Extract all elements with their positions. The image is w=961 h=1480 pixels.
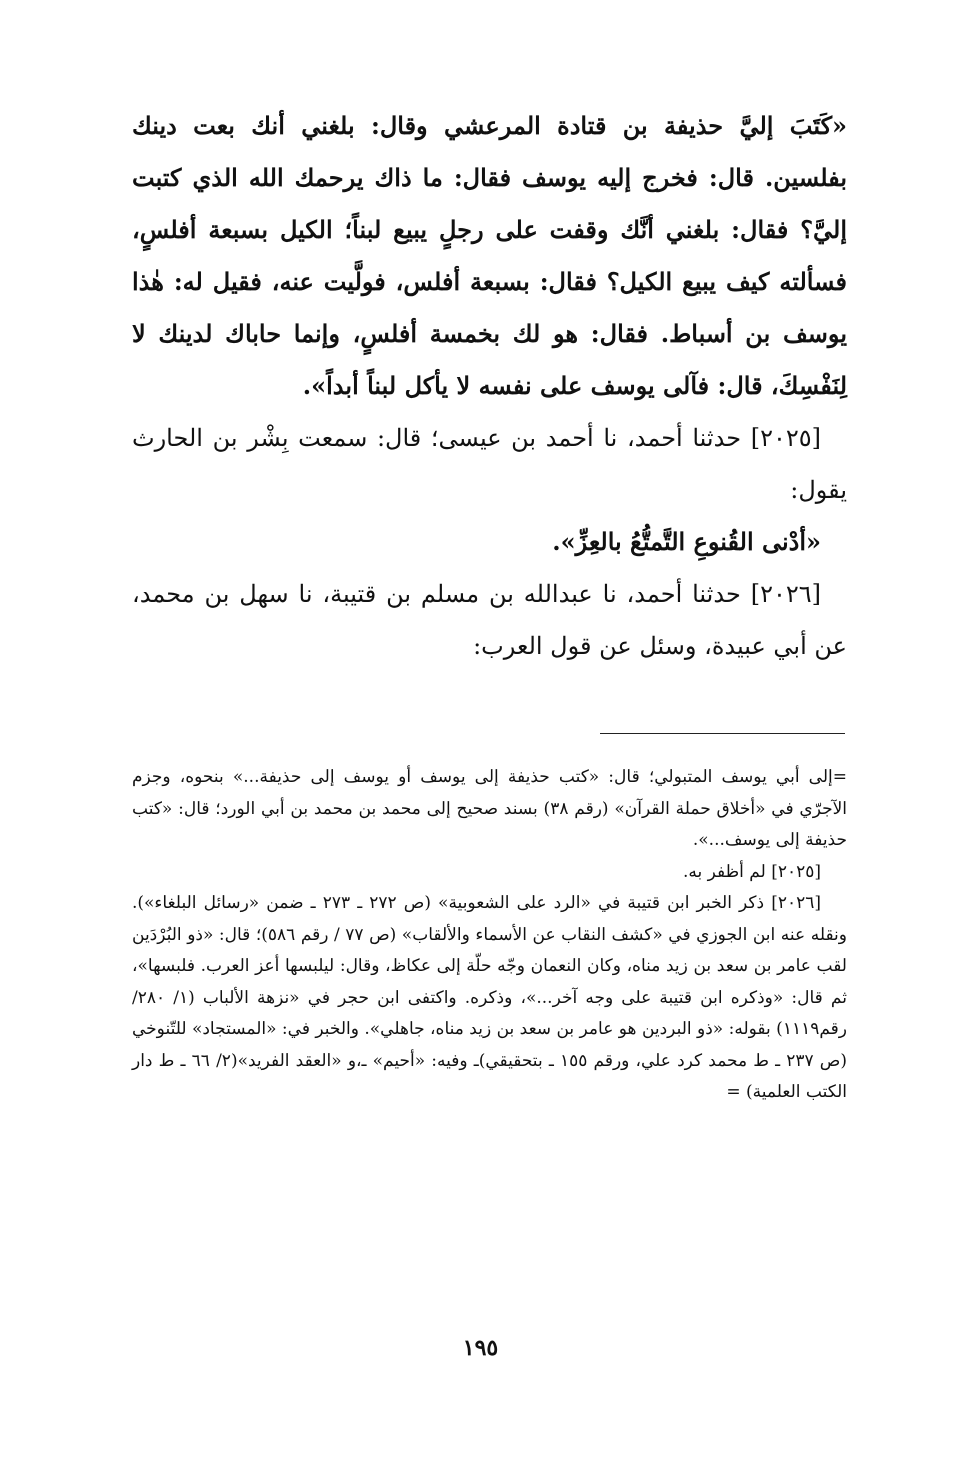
entry-2025-text: حدثنا أحمد، نا أحمد بن عيسى؛ قال: سمعت بِشْر بن الحارث يقول:: [132, 424, 847, 504]
main-text: [132, 100, 847, 672]
footnote-2025-number: [٢٠٢٥]: [771, 861, 821, 882]
entry-2025: [132, 412, 847, 516]
entry-2026-number: [٢٠٢٦]: [750, 580, 821, 608]
footnote-continued: =إلى أبي يوسف المتبولي؛ قال: «كتب حذيفة إلى يوسف أو يوسف إلى حذيفة...» بنحوه، وجزم الآجرّي في «أخلاق حملة القرآن» (رقم ٣٨) بسند صحيح إلى محمد بن محمد بن أبي الورد؛ قال: «كتب حذيفة إلى يوسف...».: [132, 767, 848, 850]
page-number: ١٩٥: [462, 1335, 499, 1361]
footnote-2025: [132, 857, 847, 889]
footnote-2026-text: ذكر الخبر ابن قتيبة في «الرد على الشعوبية» (ص ٢٧٢ ـ ٢٧٣ ـ ضمن «رسائل البلغاء»). ونقله عنه ابن الجوزي في «كشف النقاب عن الأسماء والألقاب» (ص ٧٧ / رقم ٥٨٦)؛ قال: «ذو البُرْدَين لقب عامر بن سعد بن زيد مناه، وكان النعمان وجّه حلّة إلى عكاظ، وقال: ليلبسها أعز العرب. فلبسها»، ثم قال: «وذكره ابن قتيبة على وجه آخر...»، وذكره. واكتفى ابن حجر في «نزهة الألباب (١/ ٢٨٠/رقم١١١٩) بقوله: «ذو البردين هو عامر بن سعد بن زيد مناه، جاهلي». والخبر في: «المستجاد» للتّنوخي (ص ٢٣٧ ـ ط محمد كرد علي، ورقم ١٥٥ ـ بتحقيقي)ـ وفيه: «أحيم» ـ،و «العقد الفريد»(٢/ ٦٦ ـ ط دار الكتب العلمية) =: [132, 893, 847, 1102]
quote-paragraph: «كَتَبَ إليَّ حذيفة بن قتادة المرعشي وقال: بلغني أنك بعت دينك بفلسين. قال: فخرج إليه يوسف فقال: ما ذاك يرحمك الله الذي كتبت إليَّ؟ فقال: بلغني أنَّك وقفت على رجلٍ يبيع لبناً؛ الكيل بسبعة أفلسٍ، فسألته كيف يبيع الكيل؟ فقال: بسبعة أفلس، فولَّيت عنه، فقيل له: هٰذا يوسف بن أسباط. فقال: هو لك بخمسة أفلسٍ، وإنما حاباك لدينك لا لِنَفْسِكَ، قال: فآلى يوسف على نفسه لا يأكل لبناً أبداً».: [132, 111, 847, 400]
footnote-2026: [132, 888, 847, 1109]
footnote-separator: [600, 733, 845, 734]
entry-2026: [132, 568, 847, 672]
footnote-2026-number: [٢٠٢٦]: [771, 893, 822, 913]
saying-quote: «أدْنى القُنوعِ التَّمتُّعُ بالعِزِّ».: [552, 527, 821, 556]
entry-2025-number: [٢٠٢٥]: [750, 424, 822, 452]
entry-2026-text: حدثنا أحمد، نا عبدالله بن مسلم بن قتيبة، نا سهل بن محمد، عن أبي عبيدة، وسئل عن قول العرب:: [132, 580, 847, 660]
footnotes: [132, 762, 847, 1109]
footnote-2025-text: لم أظفر به.: [682, 861, 766, 882]
